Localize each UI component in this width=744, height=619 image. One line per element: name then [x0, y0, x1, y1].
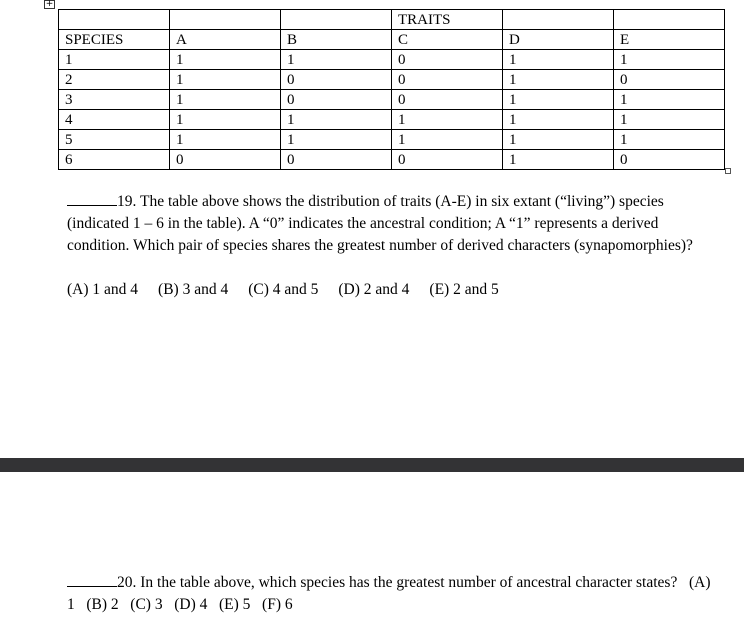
trait-cell: 1: [281, 130, 392, 150]
table-row: [59, 150, 725, 170]
species-cell: 3: [59, 90, 170, 110]
table-row: [59, 90, 725, 110]
trait-cell: 1: [392, 110, 503, 130]
species-cell: 1: [59, 50, 170, 70]
species-cell: 5: [59, 130, 170, 150]
choice: (C) 4 and 5: [248, 281, 319, 298]
choice: (D) 2 and 4: [338, 281, 410, 298]
column-header: D: [503, 30, 614, 50]
traits-header: TRAITS: [392, 10, 503, 30]
table-row: [59, 50, 725, 70]
column-header: B: [281, 30, 392, 50]
trait-cell: 0: [614, 150, 725, 170]
column-header: C: [392, 30, 503, 50]
choice: (B) 2: [86, 596, 119, 613]
trait-cell: 1: [170, 90, 281, 110]
trait-cell: 0: [392, 70, 503, 90]
table-row: [59, 110, 725, 130]
trait-cell: 0: [392, 90, 503, 110]
trait-cell: 1: [503, 50, 614, 70]
trait-cell: 1: [170, 70, 281, 90]
table-cell-empty: [503, 10, 614, 30]
table-move-handle-icon[interactable]: +: [45, 0, 54, 9]
trait-cell: 0: [614, 70, 725, 90]
choice: (F) 6: [262, 596, 293, 613]
question-20: [67, 572, 717, 616]
choice: (A) 1 and 4: [67, 281, 139, 298]
trait-cell: 0: [281, 90, 392, 110]
table-row: [59, 70, 725, 90]
trait-cell: 0: [392, 50, 503, 70]
trait-cell: 0: [281, 150, 392, 170]
trait-cell: 1: [614, 50, 725, 70]
question-19-choices: [67, 279, 717, 301]
choice: (E) 2 and 5: [429, 281, 499, 298]
answer-blank[interactable]: [67, 191, 117, 206]
document-page-bottom: [0, 472, 744, 619]
trait-cell: 1: [503, 110, 614, 130]
choice: (D) 4: [174, 596, 208, 613]
table-cell-empty: [170, 10, 281, 30]
traits-table: [58, 9, 725, 170]
choice: (A) 1: [67, 574, 711, 613]
trait-cell: 1: [170, 130, 281, 150]
trait-cell: 1: [503, 130, 614, 150]
trait-cell: 1: [392, 130, 503, 150]
trait-cell: 1: [281, 110, 392, 130]
table-row-traits-header: [59, 10, 725, 30]
trait-cell: 1: [503, 150, 614, 170]
table-cell-empty: [614, 10, 725, 30]
trait-cell: 0: [281, 70, 392, 90]
trait-cell: 1: [281, 50, 392, 70]
question-19-text: 19. The table above shows the distribution of traits (A-E) in six extant (“living”) species (indicated 1 – 6 in the table). A “0” indicates the ancestral condition; A “1” represents a derived condition. Which pair of species shares the greatest number of derived characters (synapomorphies)?: [67, 193, 693, 254]
choice: (B) 3 and 4: [158, 281, 229, 298]
trait-cell: 1: [614, 130, 725, 150]
trait-cell: 1: [614, 90, 725, 110]
trait-cell: 0: [392, 150, 503, 170]
page-break-bar: [0, 458, 744, 472]
trait-cell: 1: [170, 110, 281, 130]
answer-blank[interactable]: [67, 572, 117, 587]
column-header: E: [614, 30, 725, 50]
table-row: [59, 130, 725, 150]
trait-cell: 1: [503, 90, 614, 110]
choice: (E) 5: [219, 596, 251, 613]
table-cell-empty: [281, 10, 392, 30]
trait-cell: 1: [170, 50, 281, 70]
question-20-text: 20. In the table above, which species has the greatest number of ancestral character states?: [117, 574, 678, 591]
trait-cell: 1: [614, 110, 725, 130]
table-resize-handle-icon[interactable]: [725, 168, 731, 174]
table-cell-empty: [59, 10, 170, 30]
table-header-row: [59, 30, 725, 50]
trait-cell: 0: [170, 150, 281, 170]
question-19: [67, 191, 717, 257]
column-header: A: [170, 30, 281, 50]
column-header: SPECIES: [59, 30, 170, 50]
trait-cell: 1: [503, 70, 614, 90]
species-cell: 6: [59, 150, 170, 170]
species-cell: 2: [59, 70, 170, 90]
species-cell: 4: [59, 110, 170, 130]
choice: (C) 3: [130, 596, 163, 613]
